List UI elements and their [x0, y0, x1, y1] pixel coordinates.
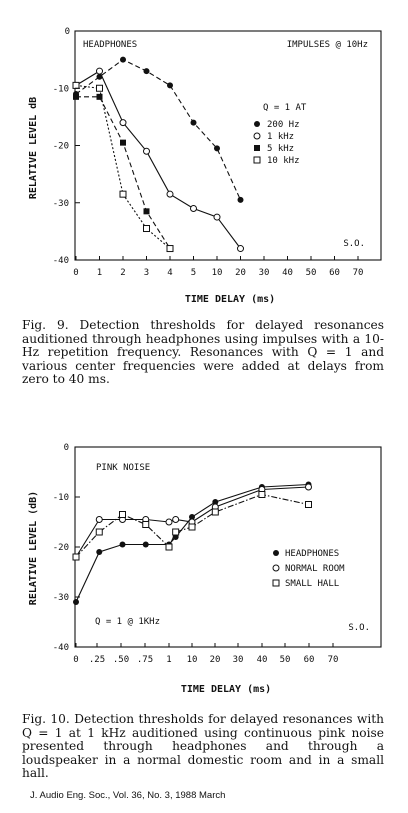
- x-tick-label: 20: [235, 268, 246, 278]
- y-tick-label: 0: [63, 443, 69, 453]
- series-line-10-khz: [76, 85, 170, 248]
- legend-label-small-hall: SMALL HALL: [285, 579, 340, 589]
- data-point-200-hz: [120, 57, 126, 63]
- x-tick-label: 70: [327, 655, 339, 665]
- data-point-10-khz: [167, 246, 173, 252]
- annotation-author: S.O.: [343, 239, 365, 249]
- y-tick-label: -40: [52, 256, 69, 266]
- x-tick-label: 50: [279, 655, 291, 665]
- data-point-10-khz: [97, 85, 103, 91]
- x-tick-label: 0: [73, 655, 79, 665]
- figure-9-caption: Fig. 9. Detection thresholds for delayed resonances auditioned through headphones using impulses with a 10-Hz repetition frequency. Resonances with Q = 1 and various center frequencies were added at delays from zero to 40 ms.: [22, 318, 384, 387]
- x-tick-label: 60: [329, 268, 340, 278]
- figure-10-chart: [0, 430, 408, 700]
- data-point-5-khz: [120, 140, 126, 146]
- x-tick-label: 10: [211, 268, 223, 278]
- data-point-200-hz: [144, 68, 150, 74]
- x-tick-label: 5: [190, 268, 197, 278]
- data-point-normal-room: [306, 484, 312, 490]
- data-point-small-hall: [143, 522, 149, 528]
- data-point-10-khz: [144, 226, 150, 232]
- data-point-1-khz: [238, 246, 244, 252]
- data-point-200-hz: [214, 145, 220, 151]
- data-point-small-hall: [306, 502, 312, 508]
- data-point-normal-room: [166, 519, 172, 525]
- data-point-small-hall: [166, 544, 172, 550]
- legend-marker-200-hz: [254, 121, 260, 127]
- data-point-1-khz: [167, 191, 173, 197]
- y-tick-label: -30: [52, 198, 69, 209]
- legend-marker-headphones: [273, 550, 279, 556]
- y-tick-label: -40: [52, 643, 69, 653]
- x-tick-label: 3: [143, 268, 150, 278]
- x-axis-label: TIME DELAY (ms): [184, 294, 276, 305]
- x-tick-label: 2: [120, 268, 126, 278]
- data-point-1-khz: [144, 148, 150, 154]
- figure-9-chart: [0, 0, 408, 310]
- data-point-1-khz: [97, 68, 103, 74]
- x-tick-label: .25: [88, 655, 106, 665]
- y-tick-label: -20: [52, 543, 69, 553]
- annotation-impulses: IMPULSES @ 10Hz: [286, 40, 368, 50]
- data-point-10-khz: [73, 82, 79, 88]
- legend-marker-10-khz: [254, 157, 260, 163]
- legend-title: Q = 1 AT: [263, 103, 307, 113]
- legend-marker-small-hall: [273, 580, 279, 586]
- data-point-small-hall: [212, 509, 218, 515]
- series-line-200-hz: [76, 60, 241, 200]
- data-point-1-khz: [214, 214, 220, 220]
- x-tick-label: .75: [136, 655, 154, 665]
- annotation-author: S.O.: [348, 623, 370, 633]
- x-axis-label: TIME DELAY (ms): [180, 684, 272, 695]
- legend-label-5-khz: 5 kHz: [267, 144, 295, 154]
- legend-label-10-khz: 10 kHz: [267, 156, 300, 166]
- x-tick-label: 4: [167, 268, 173, 278]
- data-point-5-khz: [144, 208, 150, 214]
- x-tick-label: 40: [282, 268, 293, 278]
- y-axis-label: RELATIVE LEVEL dB: [28, 96, 39, 200]
- data-point-normal-room: [173, 517, 179, 523]
- x-tick-label: 1: [166, 655, 172, 665]
- data-point-200-hz: [191, 120, 197, 126]
- x-tick-label: 20: [209, 655, 221, 665]
- data-point-200-hz: [167, 82, 173, 88]
- data-point-headphones: [96, 549, 102, 555]
- figure-10-caption: Fig. 10. Detection thresholds for delayed resonances with Q = 1 at 1 kHz auditioned using continuous pink noise presented through headphones and through a loudspeaker in a normal domestic room and in a small hall.: [22, 712, 384, 781]
- journal-footer: J. Audio Eng. Soc., Vol. 36, No. 3, 1988 March: [30, 790, 226, 801]
- x-tick-label: 10: [186, 655, 198, 665]
- data-point-headphones: [143, 542, 149, 548]
- data-point-small-hall: [259, 492, 265, 498]
- x-tick-label: 40: [256, 655, 268, 665]
- legend-label-normal-room: NORMAL ROOM: [285, 564, 345, 574]
- data-point-5-khz: [97, 94, 103, 100]
- data-point-small-hall: [120, 512, 126, 518]
- x-tick-label: 1: [96, 268, 103, 278]
- legend-label-1-khz: 1 kHz: [267, 132, 295, 142]
- data-point-headphones: [73, 599, 79, 605]
- annotation-q-setting: Q = 1 @ 1KHz: [95, 617, 161, 627]
- x-tick-label: 50: [305, 268, 317, 278]
- x-tick-label: 30: [232, 655, 244, 665]
- y-axis-label: RELATIVE LEVEL (dB): [28, 490, 39, 606]
- x-tick-label: 30: [258, 268, 270, 278]
- data-point-small-hall: [173, 529, 179, 535]
- legend-marker-1-khz: [254, 133, 260, 139]
- x-tick-label: 70: [352, 268, 364, 278]
- data-point-headphones: [120, 542, 126, 548]
- y-tick-label: -20: [52, 141, 69, 152]
- x-tick-label: .50: [112, 655, 130, 665]
- legend-marker-5-khz: [254, 145, 260, 151]
- data-point-1-khz: [120, 120, 126, 126]
- data-point-normal-room: [96, 517, 102, 523]
- data-point-10-khz: [120, 191, 126, 197]
- data-point-small-hall: [96, 529, 102, 535]
- y-tick-top-label: 0: [64, 27, 70, 37]
- data-point-200-hz: [238, 197, 244, 203]
- y-tick-label: -10: [52, 493, 69, 503]
- data-point-5-khz: [73, 94, 79, 100]
- y-tick-label: -30: [52, 593, 69, 603]
- data-point-200-hz: [97, 74, 103, 80]
- data-point-small-hall: [189, 524, 195, 530]
- x-tick-label: 60: [303, 655, 315, 665]
- y-tick-label: -10: [52, 84, 69, 95]
- data-point-1-khz: [191, 205, 197, 211]
- x-tick-label: 0: [73, 268, 79, 278]
- annotation-headphones: HEADPHONES: [83, 40, 138, 50]
- legend-marker-normal-room: [273, 565, 279, 571]
- data-point-small-hall: [73, 554, 79, 560]
- annotation-pink-noise: PINK NOISE: [96, 463, 151, 473]
- legend-label-headphones: HEADPHONES: [285, 549, 340, 559]
- legend-label-200-hz: 200 Hz: [267, 120, 300, 130]
